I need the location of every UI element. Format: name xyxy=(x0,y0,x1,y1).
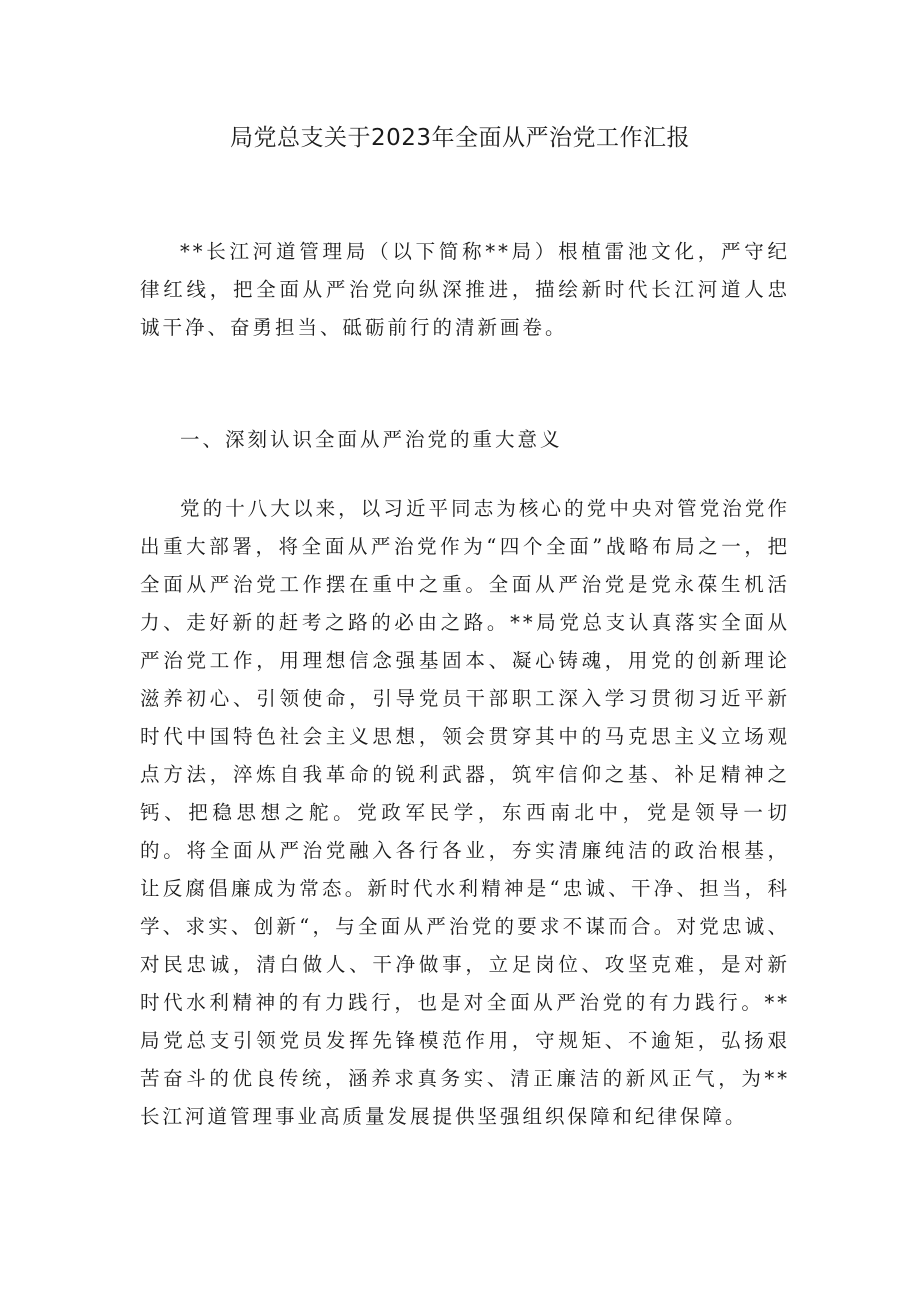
intro-paragraph: **长江河道管理局（以下简称**局）根植雷池文化，严守纪律红线，把全面从严治党向纵深推进，描绘新时代长江河道人忠诚干净、奋勇担当、砥砺前行的清新画卷。 xyxy=(140,240,790,339)
section-paragraph: 党的十八大以来，以习近平同志为核心的党中央对管党治党作出重大部署，将全面从严治党作为“四个全面”战略布局之一，把全面从严治党工作摆在重中之重。全面从严治党是党永葆生机活力、走好新的赶考之路的必由之路。**局党总支认真落实全面从严治党工作，用理想信念强基固本、凝心铸魂，用党的创新理论滋养初心、引领使命，引导党员干部职工深入学习贯彻习近平新时代中国特色社会主义思想，领会贯穿其中的马克思主义立场观点方法，淬炼自我革命的锐利武器，筑牢信仰之基、补足精神之钙、把稳思想之舵。党政军民学，东西南北中，党是领导一切的。将全面从严治党融入各行各业，夯实清廉纯洁的政治根基，让反腐倡廉成为常态。新时代水利精神是“忠诚、干净、担当，科学、求实、创新“，与全面从严治党的要求不谋而合。对党忠诚、对民忠诚，清白做人、干净做事，立足岗位、攻坚克难，是对新时代水利精神的有力践行，也是对全面从严治党的有力践行。**局党总支引领党员发挥先锋模范作用，守规矩、不逾矩，弘扬艰苦奋斗的优良传统，涵养求真务实、清正廉洁的新风正气，为**长江河道管理事业高质量发展提供坚强组织保障和纪律保障。 xyxy=(140,497,790,1128)
section-heading: 一、深刻认识全面从严治党的重大意义 xyxy=(180,428,563,451)
document-title: 局党总支关于2023年全面从严治党工作汇报 xyxy=(229,125,691,151)
